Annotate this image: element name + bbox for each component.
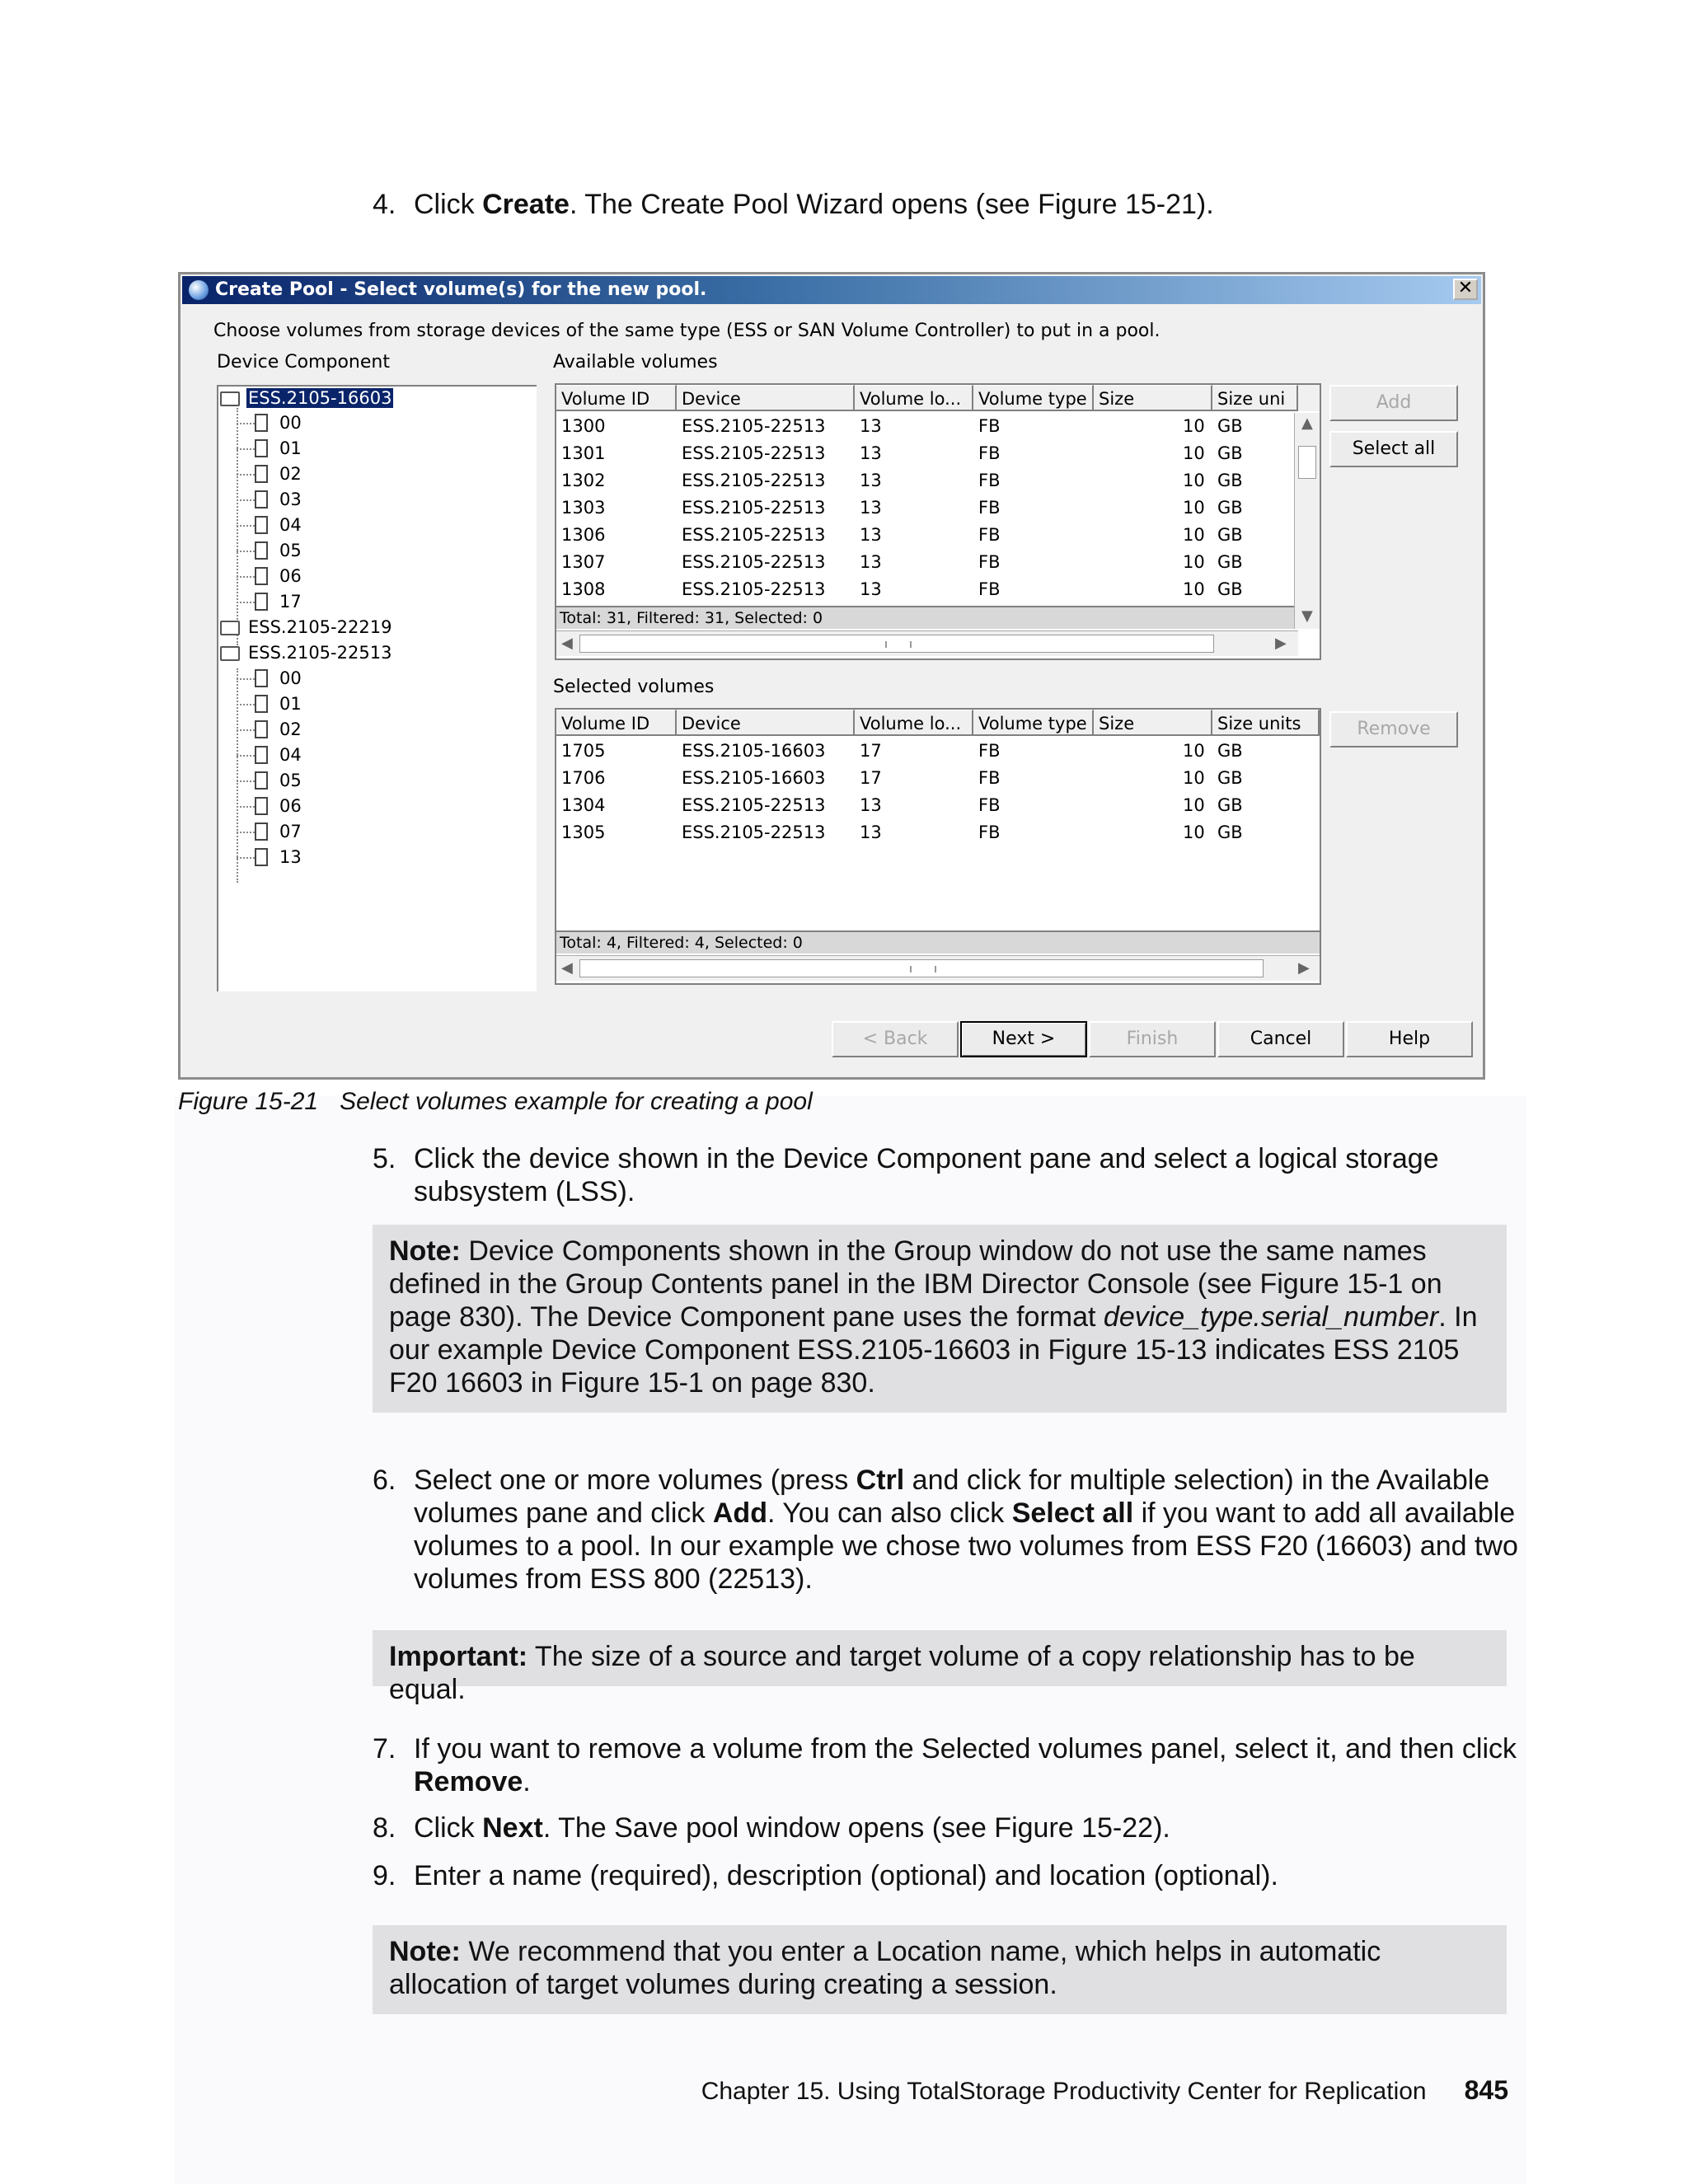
- figure-caption: Figure 15-21 Select volumes example for creating a pool: [178, 1088, 813, 1115]
- lss-icon: [255, 746, 268, 764]
- tree-line: [237, 668, 238, 883]
- table-row[interactable]: 1303 ESS.2105-22513 13 FB 10 GB: [561, 498, 1243, 518]
- column-header[interactable]: Device: [677, 710, 855, 736]
- add-button[interactable]: Add: [1329, 385, 1458, 421]
- scroll-right-icon[interactable]: ▶: [1275, 635, 1287, 652]
- column-header[interactable]: Size units: [1212, 710, 1320, 736]
- lss-icon: [255, 490, 268, 509]
- help-button[interactable]: Help: [1346, 1021, 1473, 1057]
- column-header[interactable]: Volume type: [973, 710, 1094, 736]
- table-row[interactable]: 1307 ESS.2105-22513 13 FB 10 GB: [561, 552, 1243, 572]
- table-row[interactable]: 1706 ESS.2105-16603 17 FB 10 GB: [561, 768, 1243, 788]
- scroll-left-icon[interactable]: ◀: [561, 959, 573, 977]
- tree-node-lss[interactable]: 04: [279, 745, 302, 765]
- table-header: [556, 385, 1320, 411]
- tree-node-lss[interactable]: 02: [279, 464, 302, 484]
- lss-icon: [255, 848, 268, 866]
- table-row[interactable]: 1302 ESS.2105-22513 13 FB 10 GB: [561, 471, 1243, 490]
- column-header[interactable]: Size uni: [1212, 385, 1298, 411]
- horizontal-scrollbar[interactable]: [556, 955, 1320, 981]
- tree-node-lss[interactable]: 01: [279, 694, 302, 714]
- create-pool-dialog: [178, 272, 1485, 1080]
- tree-node-lss[interactable]: 07: [279, 822, 302, 841]
- table-row[interactable]: 1308 ESS.2105-22513 13 FB 10 GB: [561, 579, 1243, 599]
- step-number: 4.: [373, 189, 396, 220]
- tree-line: [237, 408, 238, 645]
- column-header[interactable]: Size: [1094, 710, 1212, 736]
- scroll-track[interactable]: [579, 635, 1214, 653]
- next-button[interactable]: Next >: [960, 1021, 1087, 1057]
- lss-icon: [255, 823, 268, 841]
- close-icon[interactable]: ✕: [1453, 279, 1478, 300]
- cancel-button[interactable]: Cancel: [1217, 1021, 1344, 1057]
- dialog-titlebar: [182, 276, 1481, 304]
- lss-icon: [255, 439, 268, 457]
- lss-icon: [255, 567, 268, 585]
- folder-open-icon: [220, 646, 240, 661]
- tree-node-lss[interactable]: 03: [279, 490, 302, 509]
- tree-node-lss[interactable]: 06: [279, 566, 302, 586]
- scroll-up-icon[interactable]: ▲: [1301, 415, 1313, 432]
- scroll-grip[interactable]: [910, 966, 936, 972]
- table-row[interactable]: 1305 ESS.2105-22513 13 FB 10 GB: [561, 823, 1243, 842]
- tree-node-lss[interactable]: 05: [279, 541, 302, 560]
- column-header[interactable]: Volume ID: [556, 385, 677, 411]
- table-row[interactable]: 1705 ESS.2105-16603 17 FB 10 GB: [561, 741, 1243, 761]
- lss-icon: [255, 695, 268, 713]
- available-volumes-label: Available volumes: [553, 352, 718, 373]
- column-header[interactable]: Size: [1094, 385, 1212, 411]
- tree-node-lss[interactable]: 05: [279, 771, 302, 790]
- tree-node-lss[interactable]: 13: [279, 847, 302, 867]
- note-box: Note: Device Components shown in the Group window do not use the same names defined in the Group Contents panel in the IBM Director Console (see Figure 15-1 on page 830). The Device Component pane uses the format device_type.serial_number. In our example Device Component ESS.2105-16603 in Figure 15-13 indicates ESS 2105 F20 16603 in Figure 15-1 on page 830.: [373, 1225, 1507, 1413]
- scroll-track[interactable]: [579, 959, 1264, 977]
- lss-icon: [255, 669, 268, 687]
- device-component-label: Device Component: [217, 352, 390, 373]
- available-status: Total: 31, Filtered: 31, Selected: 0: [556, 606, 1295, 629]
- table-row[interactable]: 1306 ESS.2105-22513 13 FB 10 GB: [561, 525, 1243, 545]
- lss-icon: [255, 593, 268, 611]
- column-header[interactable]: Volume type: [973, 385, 1094, 411]
- dialog-title: Create Pool - Select volume(s) for the new pool.: [215, 279, 707, 300]
- app-icon: [189, 280, 209, 300]
- table-row[interactable]: 1301 ESS.2105-22513 13 FB 10 GB: [561, 443, 1243, 463]
- lss-icon: [255, 516, 268, 534]
- vertical-scrollbar[interactable]: [1294, 413, 1320, 629]
- lss-icon: [255, 771, 268, 790]
- lss-icon: [255, 797, 268, 815]
- selected-status: Total: 4, Filtered: 4, Selected: 0: [556, 930, 1320, 954]
- folder-icon: [220, 621, 240, 635]
- available-volumes-table[interactable]: [555, 383, 1321, 660]
- tree-node-device[interactable]: ESS.2105-16603: [248, 388, 392, 408]
- back-button[interactable]: < Back: [832, 1021, 959, 1057]
- tree-node-lss[interactable]: 06: [279, 796, 302, 816]
- chapter-title: Chapter 15. Using TotalStorage Productivity Center for Replication: [701, 2078, 1427, 2105]
- note-box: Note: We recommend that you enter a Location name, which helps in automatic allocation of target volumes during creating a session.: [373, 1925, 1507, 2014]
- column-header[interactable]: Volume ID: [556, 710, 677, 736]
- tree-node-device[interactable]: ESS.2105-22219: [248, 617, 392, 637]
- column-header[interactable]: Volume lo...: [855, 385, 973, 411]
- scroll-left-icon[interactable]: ◀: [561, 635, 573, 652]
- scroll-down-icon[interactable]: ▼: [1301, 607, 1313, 625]
- tree-node-lss[interactable]: 04: [279, 515, 302, 535]
- tree-node-lss[interactable]: 00: [279, 413, 302, 433]
- scroll-thumb[interactable]: [1298, 446, 1316, 479]
- tree-node-device[interactable]: ESS.2105-22513: [248, 643, 392, 663]
- page-number: 845: [1464, 2075, 1508, 2105]
- lss-icon: [255, 414, 268, 432]
- scroll-right-icon[interactable]: ▶: [1298, 959, 1310, 977]
- tree-node-lss[interactable]: 01: [279, 438, 302, 458]
- lss-icon: [255, 541, 268, 560]
- table-header: [556, 710, 1320, 736]
- selected-volumes-label: Selected volumes: [553, 677, 715, 697]
- column-header[interactable]: Volume lo...: [855, 710, 973, 736]
- column-header[interactable]: Device: [677, 385, 855, 411]
- tree-node-lss[interactable]: 17: [279, 592, 302, 612]
- scroll-grip[interactable]: [885, 641, 912, 648]
- page-footer: [701, 2075, 1508, 2106]
- remove-button[interactable]: Remove: [1329, 711, 1458, 748]
- table-row[interactable]: 1300 ESS.2105-22513 13 FB 10 GB: [561, 416, 1243, 436]
- table-row[interactable]: 1304 ESS.2105-22513 13 FB 10 GB: [561, 795, 1243, 815]
- important-box: Important: The size of a source and target volume of a copy relationship has to be equal.: [373, 1630, 1507, 1686]
- select-all-button[interactable]: Select all: [1329, 431, 1458, 467]
- lss-icon: [255, 720, 268, 738]
- dialog-instruction: Choose volumes from storage devices of the same type (ESS or SAN Volume Controller) to put in a pool.: [213, 321, 1160, 341]
- lss-icon: [255, 465, 268, 483]
- tree-node-lss[interactable]: 02: [279, 719, 302, 739]
- horizontal-scrollbar[interactable]: [556, 630, 1298, 656]
- device-component-tree[interactable]: [217, 385, 537, 991]
- tree-node-lss[interactable]: 00: [279, 668, 302, 688]
- folder-open-icon: [220, 391, 240, 406]
- finish-button[interactable]: Finish: [1089, 1021, 1216, 1057]
- selected-volumes-table[interactable]: [555, 708, 1321, 985]
